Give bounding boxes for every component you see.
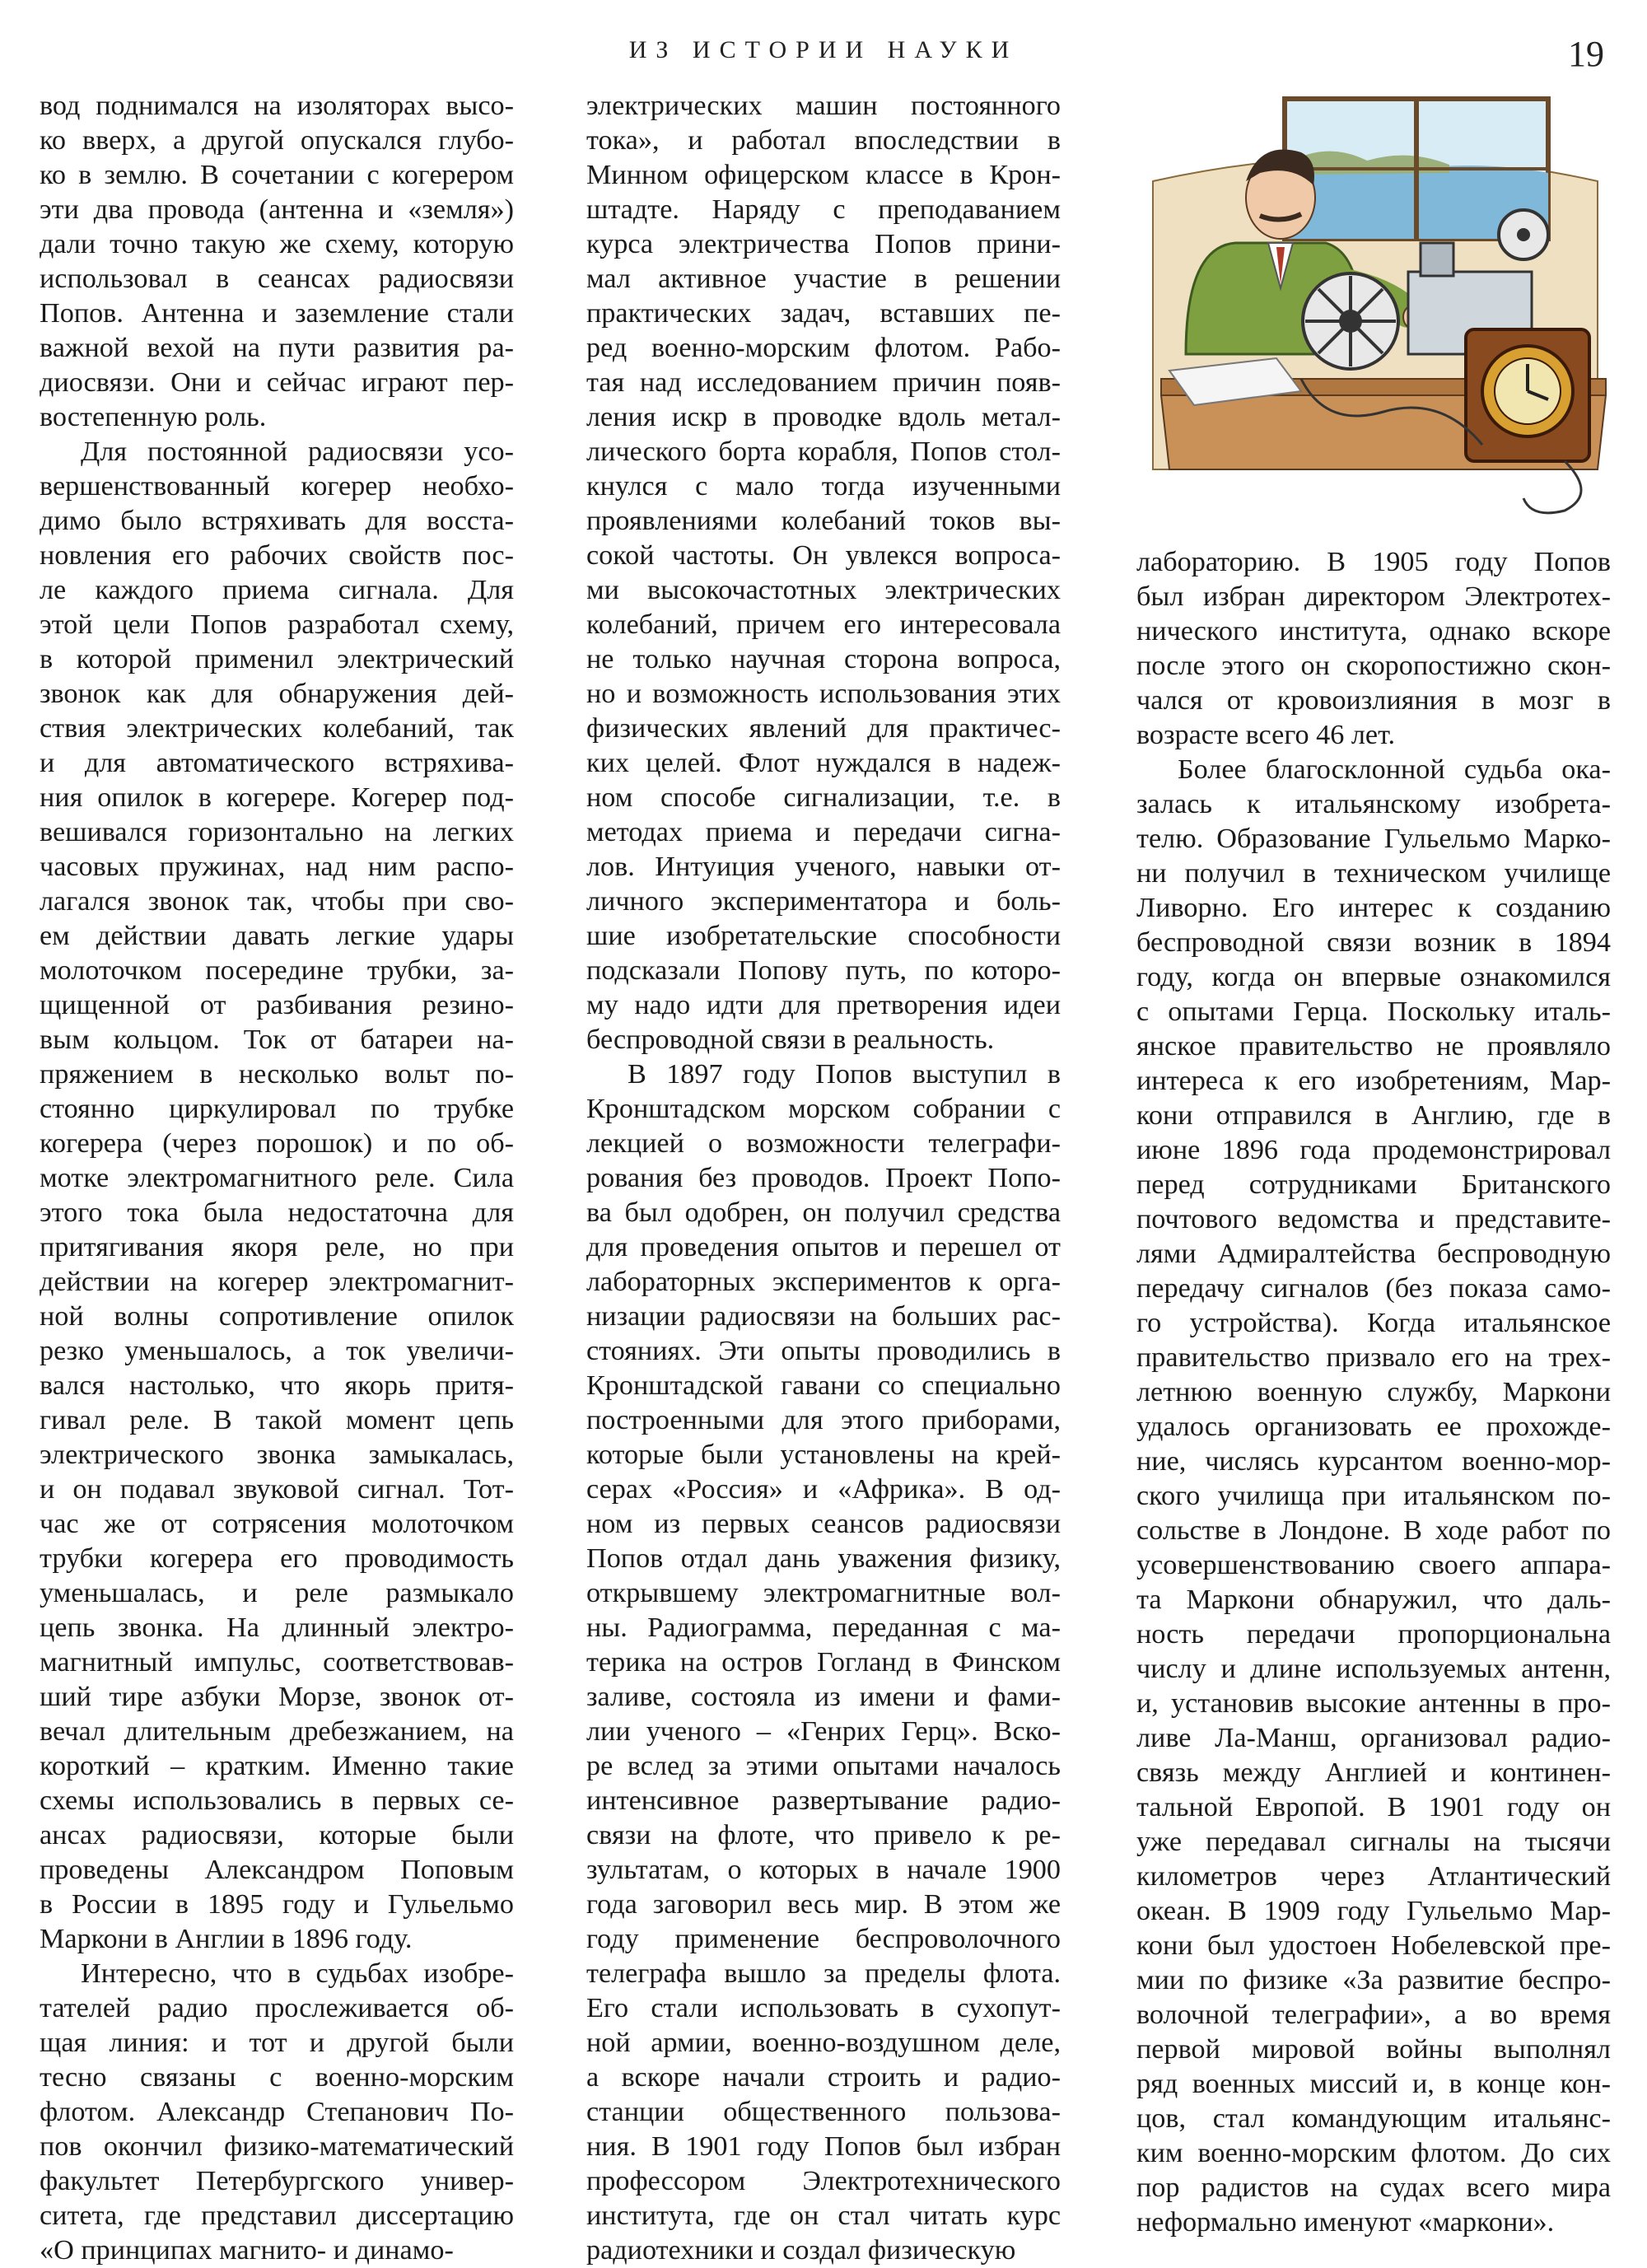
- text-line: факультет Петербургского универ-: [40, 2166, 514, 2196]
- text-line: янское правительство не проявляло: [1136, 1031, 1611, 1062]
- text-line: Попов отдал дань уважения физику,: [586, 1543, 1061, 1574]
- text-line: Ливорно. Его интерес к созданию: [1136, 893, 1611, 923]
- text-line: вечал длительным дребезжанием, на: [40, 1716, 514, 1747]
- text-line: тесно связаны с военно-морским: [40, 2062, 514, 2093]
- text-line: лии ученого – «Генрих Герц». Вско-: [586, 1716, 1061, 1747]
- text-line: тая над исследованием причин появ-: [586, 367, 1061, 398]
- text-column-3: [1136, 545, 1611, 2240]
- paragraph: [40, 435, 514, 1957]
- text-line: ствия электрических колебаний, так: [40, 713, 514, 744]
- text-line: штадте. Наряду с преподаванием: [586, 194, 1061, 225]
- text-line: ния. В 1901 году Попов был избран: [586, 2131, 1061, 2162]
- text-line: а вскоре начали строить и радио-: [586, 2062, 1061, 2093]
- text-line: Попов. Антенна и заземление стали: [40, 298, 514, 329]
- text-line: Его стали использовать в сухопут-: [586, 1993, 1061, 2023]
- text-line: залась к итальянскому изобрета-: [1136, 789, 1611, 819]
- text-line: ном способе сигнализации, т.е. в: [586, 782, 1061, 813]
- text-line: летнюю военную службу, Маркони: [1136, 1377, 1611, 1407]
- text-line: возрасте всего 46 лет.: [1136, 720, 1396, 750]
- text-line: электрических машин постоянного: [586, 91, 1061, 121]
- text-line: числу и длине используемых антенн,: [1136, 1654, 1611, 1684]
- text-line: электрического звонка замыкалась,: [40, 1440, 514, 1470]
- text-line: ансах радиосвязи, которые были: [40, 1820, 514, 1850]
- text-line: заливе, состояла из имени и фами-: [586, 1682, 1061, 1712]
- running-head: ИЗ ИСТОРИИ НАУКИ: [628, 36, 1019, 63]
- text-line: ко в землю. В сочетании с когерером: [40, 160, 514, 190]
- text-line: телеграфа вышло за пределы флота.: [586, 1958, 1061, 1989]
- text-line: зультатам, о которых в начале 1900: [586, 1855, 1061, 1885]
- text-line: тока», и работал впоследствии в: [586, 125, 1061, 156]
- text-line: института, где он стал читать курс: [586, 2200, 1061, 2231]
- text-line: правительство призвало его на трех-: [1136, 1342, 1611, 1373]
- text-line: вод поднимался на изоляторах высо-: [40, 91, 514, 121]
- text-line: ред военно-морским флотом. Рабо-: [586, 333, 1061, 363]
- text-line: эти два провода (антенна и «земля»): [40, 194, 514, 225]
- text-line: ко вверх, а другой опускался глубо-: [40, 125, 514, 156]
- text-line: димо было встряхивать для восста-: [40, 506, 514, 536]
- paragraph: [40, 89, 514, 435]
- text-line: кони был удостоен Нобелевской пре-: [1136, 1930, 1611, 1961]
- text-line: часовых пружинах, над ним распо-: [40, 852, 514, 882]
- text-line: диосвязи. Они и сейчас играют пер-: [40, 367, 514, 398]
- text-line: ной волны сопротивление опилок: [40, 1301, 514, 1332]
- text-line: которые были установлены на крей-: [586, 1440, 1061, 1470]
- text-line: Маркони в Англии в 1896 году.: [40, 1924, 413, 1954]
- text-line: не только научная сторона вопроса,: [586, 644, 1061, 674]
- text-line: резко уменьшалось, а ток увеличи-: [40, 1336, 514, 1366]
- text-line: ле каждого приема сигнала. Для: [40, 575, 514, 605]
- text-line: после этого он скоропостижно скон-: [1136, 651, 1611, 681]
- text-line: и для автоматического встряхива-: [40, 748, 514, 778]
- text-line: уменьшалась, и реле размыкало: [40, 1578, 514, 1608]
- text-line: Интересно, что в судьбах изобре-: [81, 1958, 514, 1989]
- text-line: флотом. Александр Степанович По-: [40, 2097, 514, 2127]
- text-line: ном из первых сеансов радиосвязи: [586, 1509, 1061, 1539]
- text-line: километров через Атлантический: [1136, 1861, 1611, 1892]
- text-line: действии на когерер электромагнит-: [40, 1267, 514, 1297]
- text-line: для проведения опытов и перешел от: [586, 1232, 1061, 1262]
- text-line: практических задач, вставших пе-: [586, 298, 1061, 329]
- text-line: Кронштадском морском собрании с: [586, 1094, 1061, 1124]
- text-line: ре вслед за этими опытами началось: [586, 1751, 1061, 1781]
- text-line: цепь звонка. На длинный электро-: [40, 1612, 514, 1643]
- text-line: притягивания якоря реле, но при: [40, 1232, 514, 1262]
- text-line: важной вехой на пути развития ра-: [40, 333, 514, 363]
- text-line: та Маркони обнаружил, что даль-: [1136, 1584, 1611, 1615]
- text-line: Кронштадской гавани со специально: [586, 1370, 1061, 1401]
- text-line: Более благосклонной судьба ока-: [1178, 754, 1611, 785]
- text-line: лического борта корабля, Попов стол-: [586, 436, 1061, 467]
- text-line: физических явлений для практичес-: [586, 713, 1061, 744]
- text-line: стояниях. Эти опыты проводились в: [586, 1336, 1061, 1366]
- text-line: звонок как для обнаружения дей-: [40, 679, 514, 709]
- text-line: волочной телеграфии», а во время: [1136, 2000, 1611, 2030]
- text-line: лабораторных экспериментов к орга-: [586, 1267, 1061, 1297]
- text-line: вым кольцом. Ток от батареи на-: [40, 1024, 514, 1055]
- text-line: сокой частоты. Он увлекся вопроса-: [586, 540, 1061, 571]
- text-column-1: [40, 89, 514, 2268]
- text-line: когерера (через порошок) и по об-: [40, 1128, 514, 1159]
- text-line: профессором Электротехнического: [586, 2166, 1061, 2196]
- text-line: беспроводной связи возник в 1894: [1136, 927, 1611, 958]
- text-line: пов окончил физико-математический: [40, 2131, 514, 2162]
- text-line: интенсивное развертывание радио-: [586, 1785, 1061, 1816]
- text-line: беспроводной связи в реальность.: [586, 1024, 995, 1055]
- text-line: схемы использовались в первых се-: [40, 1785, 514, 1816]
- text-line: пряжением в несколько вольт по-: [40, 1059, 514, 1090]
- text-line: году, когда он впервые ознакомился: [1136, 962, 1611, 992]
- text-line: мотке электромагнитного реле. Сила: [40, 1163, 514, 1193]
- text-line: го устройства). Когда итальянское: [1136, 1308, 1611, 1338]
- text-line: в России в 1895 году и Гульельмо: [40, 1889, 514, 1920]
- text-line: мии по физике «За развитие беспро-: [1136, 1965, 1611, 1995]
- text-line: океан. В 1909 году Гульельмо Мар-: [1136, 1896, 1611, 1926]
- text-line: В 1897 году Попов выступил в: [628, 1059, 1061, 1090]
- text-line: уже передавал сигналы на тысячи: [1136, 1827, 1611, 1857]
- text-line: методах приема и передачи сигна-: [586, 817, 1061, 847]
- text-line: и он подавал звуковой сигнал. Тот-: [40, 1474, 514, 1505]
- text-line: Для постоянной радиосвязи усо-: [81, 436, 514, 467]
- text-line: удалось организовать ее прохожде-: [1136, 1412, 1611, 1442]
- text-line: трубки когерера его проводимость: [40, 1543, 514, 1574]
- text-line: шие изобретательские способности: [586, 921, 1061, 951]
- text-line: му надо идти для претворения идеи: [586, 990, 1061, 1020]
- text-line: лями Адмиралтейства беспроводную: [1136, 1239, 1611, 1269]
- text-line: усовершенствованию своего аппара-: [1136, 1550, 1611, 1580]
- text-line: ность передачи пропорциональна: [1136, 1619, 1611, 1650]
- text-line: новления его рабочих свойств пос-: [40, 540, 514, 571]
- text-line: телю. Образование Гульельмо Марко-: [1136, 824, 1611, 854]
- text-line: ни получил в техническом училище: [1136, 858, 1611, 889]
- text-line: колебаний, причем его интересовала: [586, 609, 1061, 640]
- text-line: лабораторию. В 1905 году Попов: [1136, 547, 1611, 577]
- text-line: лекцией о возможности телеграфи-: [586, 1128, 1061, 1159]
- text-line: мал активное участие в решении: [586, 264, 1061, 294]
- text-line: тальной Европой. В 1901 году он: [1136, 1792, 1611, 1822]
- text-line: но и возможность использования этих: [586, 679, 1061, 709]
- text-line: час же от сотрясения молоточком: [40, 1509, 514, 1539]
- text-line: интереса к его изобретениям, Мар-: [1136, 1066, 1611, 1096]
- text-line: в которой применил электрический: [40, 644, 514, 674]
- text-line: молоточком посередине трубки, за-: [40, 955, 514, 986]
- text-line: Минном офицерском классе в Крон-: [586, 160, 1061, 190]
- text-line: использовал в сеансах радиосвязи: [40, 264, 514, 294]
- text-line: открывшему электромагнитные вол-: [586, 1578, 1061, 1608]
- text-line: подсказали Попову путь, по которо-: [586, 955, 1061, 986]
- text-line: ние, числясь курсантом военно-мор-: [1136, 1446, 1611, 1477]
- text-line: нического института, однако вскоре: [1136, 616, 1611, 646]
- text-line: пор радистов на судах всего мира: [1136, 2172, 1611, 2203]
- text-line: радиотехники и создал физическую: [586, 2235, 1016, 2266]
- text-line: гивал реле. В такой момент цепь: [40, 1405, 514, 1435]
- text-line: почтового ведомства и представите-: [1136, 1204, 1611, 1234]
- text-line: ной армии, военно-воздушном деле,: [586, 2028, 1061, 2058]
- text-line: ряд военных миссий и, в конце кон-: [1136, 2069, 1611, 2099]
- man-with-radio-receiver-illustration: [1136, 82, 1614, 527]
- paragraph: [1136, 545, 1611, 753]
- text-line: ны. Радиограмма, переданная с ма-: [586, 1612, 1061, 1643]
- text-line: ких целей. Флот нуждался в надеж-: [586, 748, 1061, 778]
- text-line: и, установив высокие антенны в про-: [1136, 1688, 1611, 1719]
- paragraph: [586, 1057, 1061, 2268]
- text-line: с опытами Герца. Поскольку италь-: [1136, 996, 1611, 1027]
- page-number: 19: [1568, 34, 1604, 74]
- text-line: вершенствованный когерер необхо-: [40, 471, 514, 502]
- text-line: проведены Александром Поповым: [40, 1855, 514, 1885]
- text-line: щищенной от разбивания резино-: [40, 990, 514, 1020]
- text-line: проявлениями колебаний токов вы-: [586, 506, 1061, 536]
- text-line: низации радиосвязи на больших рас-: [586, 1301, 1061, 1332]
- text-line: ем действии давать легкие удары: [40, 921, 514, 951]
- text-line: связи на флоте, что привело к ре-: [586, 1820, 1061, 1850]
- text-line: июне 1896 года продемонстрировал: [1136, 1135, 1611, 1165]
- text-line: цов, стал командующим итальянс-: [1136, 2103, 1611, 2134]
- text-line: лагался звонок так, чтобы при сво-: [40, 886, 514, 917]
- text-line: неформально именуют «маркони».: [1136, 2207, 1555, 2238]
- text-column-2: [586, 89, 1061, 2268]
- text-line: короткий – кратким. Именно такие: [40, 1751, 514, 1781]
- text-line: году применение беспроволочного: [586, 1924, 1061, 1954]
- paragraph: [40, 1957, 514, 2268]
- text-line: построенными для этого приборами,: [586, 1405, 1061, 1435]
- text-line: востепенную роль.: [40, 402, 267, 432]
- text-line: вешивался горизонтально на легких: [40, 817, 514, 847]
- text-line: чался от кровоизлияния в мозг в: [1136, 685, 1611, 716]
- text-line: ского училища при итальянском по-: [1136, 1481, 1611, 1511]
- text-line: курса электричества Попов прини-: [586, 229, 1061, 259]
- text-line: терика на остров Гогланд в Финском: [586, 1647, 1061, 1678]
- paragraph: [1136, 753, 1611, 2240]
- text-line: ления искр в проводке вдоль метал-: [586, 402, 1061, 432]
- text-line: ливе Ла-Манш, организовал радио-: [1136, 1723, 1611, 1753]
- text-line: сольстве в Лондоне. В ходе работ по: [1136, 1515, 1611, 1546]
- text-line: кнулся с мало тогда изученными: [586, 471, 1061, 502]
- text-line: ва был одобрен, он получил средства: [586, 1197, 1061, 1228]
- text-line: связь между Англией и континен-: [1136, 1757, 1611, 1788]
- text-line: лов. Интуиция ученого, навыки от-: [586, 852, 1061, 882]
- text-line: кони отправился в Англию, где в: [1136, 1100, 1611, 1131]
- text-line: личного экспериментатора и боль-: [586, 886, 1061, 917]
- text-line: ситета, где представил диссертацию: [40, 2200, 514, 2231]
- text-line: тателей радио прослеживается об-: [40, 1993, 514, 2023]
- text-line: ким военно-морским флотом. До сих: [1136, 2138, 1611, 2168]
- text-line: года заговорил весь мир. В этом же: [586, 1889, 1061, 1920]
- text-line: этого тока была недостаточна для: [40, 1197, 514, 1228]
- text-line: вался настолько, что якорь притя-: [40, 1370, 514, 1401]
- text-line: этой цели Попов разработал схему,: [40, 609, 514, 640]
- text-line: дали точно такую же схему, которую: [40, 229, 514, 259]
- text-line: стоянно циркулировал по трубке: [40, 1094, 514, 1124]
- text-line: передачу сигналов (без показа само-: [1136, 1273, 1611, 1304]
- text-line: рования без проводов. Проект Попо-: [586, 1163, 1061, 1193]
- text-line: серах «Россия» и «Африка». В од-: [586, 1474, 1061, 1505]
- text-line: «О принципах магнито- и динамо-: [40, 2235, 454, 2266]
- text-line: первой мировой войны выполнял: [1136, 2034, 1611, 2065]
- text-line: был избран директором Электротех-: [1136, 581, 1611, 612]
- text-line: ния опилок в когерере. Когерер под-: [40, 782, 514, 813]
- paragraph: [586, 89, 1061, 1057]
- text-line: станции общественного пользова-: [586, 2097, 1061, 2127]
- text-line: ми высокочастотных электрических: [586, 575, 1061, 605]
- text-line: ший тире азбуки Морзе, звонок от-: [40, 1682, 514, 1712]
- text-line: магнитный импульс, соответствовав-: [40, 1647, 514, 1678]
- text-line: перед сотрудниками Британского: [1136, 1169, 1611, 1200]
- text-line: щая линия: и тот и другой были: [40, 2028, 514, 2058]
